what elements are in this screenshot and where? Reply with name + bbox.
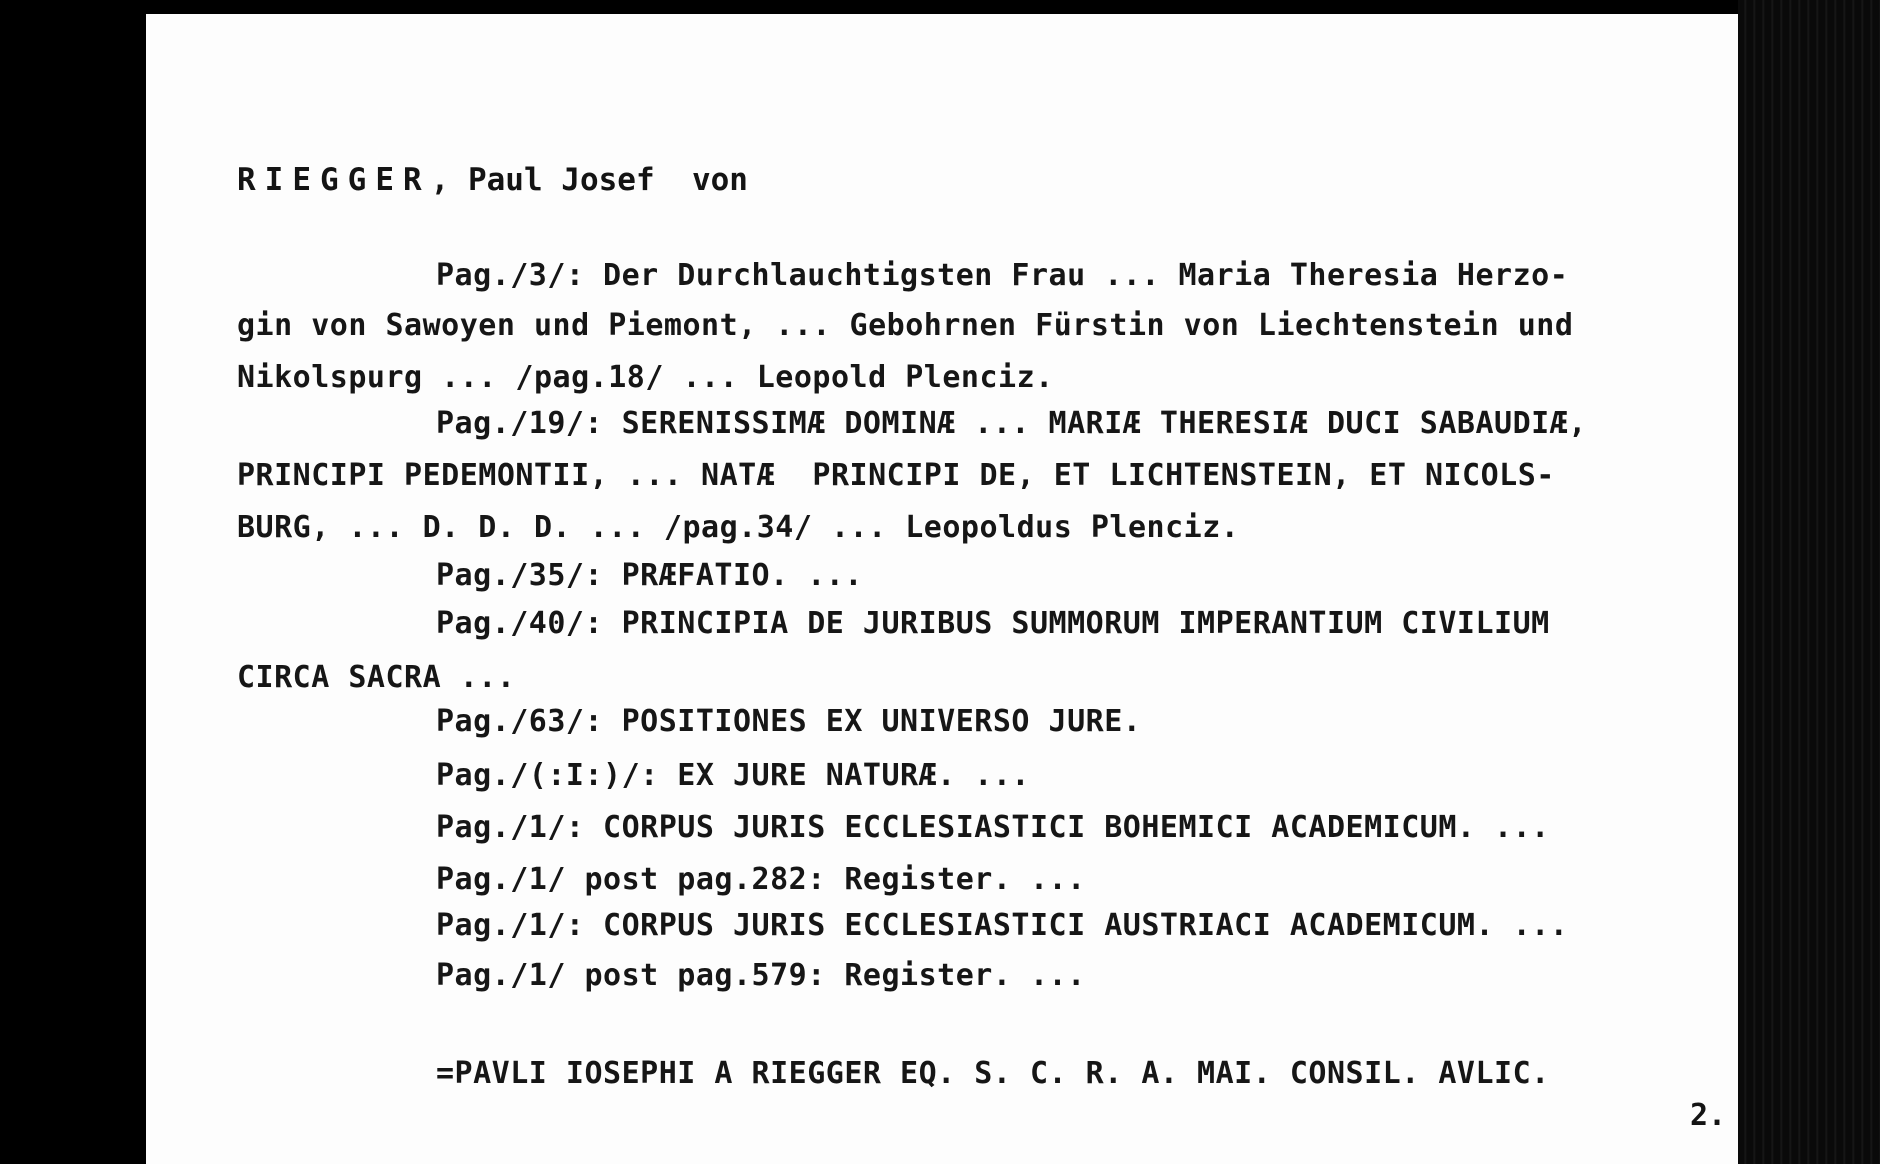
card-heading xyxy=(237,162,748,198)
entry-line: Pag./63/: POSITIONES EX UNIVERSO JURE. xyxy=(436,704,1142,739)
entry-line: Pag./40/: PRINCIPIA DE JURIBUS SUMMORUM IMPERANTIUM CIVILIUM xyxy=(436,606,1550,641)
entry-line: Pag./1/ post pag.579: Register. ... xyxy=(436,958,1086,993)
film-edge xyxy=(1738,0,1880,1164)
entry-line: gin von Sawoyen und Piemont, ... Gebohrnen Fürstin von Liechtenstein und xyxy=(237,308,1574,343)
entry-line: Nikolspurg ... /pag.18/ ... Leopold Plenciz. xyxy=(237,360,1054,395)
entry-line: Pag./(:I:)/: EX JURE NATURÆ. ... xyxy=(436,758,1030,793)
heading-given-names: , Paul Josef von xyxy=(430,162,748,198)
entry-line: BURG, ... D. D. D. ... /pag.34/ ... Leopoldus Plenciz. xyxy=(237,510,1240,545)
entry-line: Pag./1/: CORPUS JURIS ECCLESIASTICI AUSTRIACI ACADEMICUM. ... xyxy=(436,908,1569,943)
entry-line: Pag./1/: CORPUS JURIS ECCLESIASTICI BOHEMICI ACADEMICUM. ... xyxy=(436,810,1550,845)
page-number: 2. xyxy=(1690,1098,1727,1133)
entry-line: CIRCA SACRA ... xyxy=(237,660,516,695)
closing-inscription: =PAVLI IOSEPHI A RIEGGER EQ. S. C. R. A. MAI. CONSIL. AVLIC. xyxy=(436,1056,1550,1091)
entry-line: Pag./1/ post pag.282: Register. ... xyxy=(436,862,1086,897)
heading-surname: RIEGGER xyxy=(237,162,431,198)
entry-line: Pag./19/: SERENISSIMÆ DOMINÆ ... MARIÆ THERESIÆ DUCI SABAUDIÆ, xyxy=(436,406,1587,441)
entry-line: PRINCIPI PEDEMONTII, ... NATÆ PRINCIPI DE, ET LICHTENSTEIN, ET NICOLS- xyxy=(237,458,1555,493)
entry-line: Pag./3/: Der Durchlauchtigsten Frau ... Maria Theresia Herzo- xyxy=(436,258,1569,293)
entry-line: Pag./35/: PRÆFATIO. ... xyxy=(436,558,863,593)
